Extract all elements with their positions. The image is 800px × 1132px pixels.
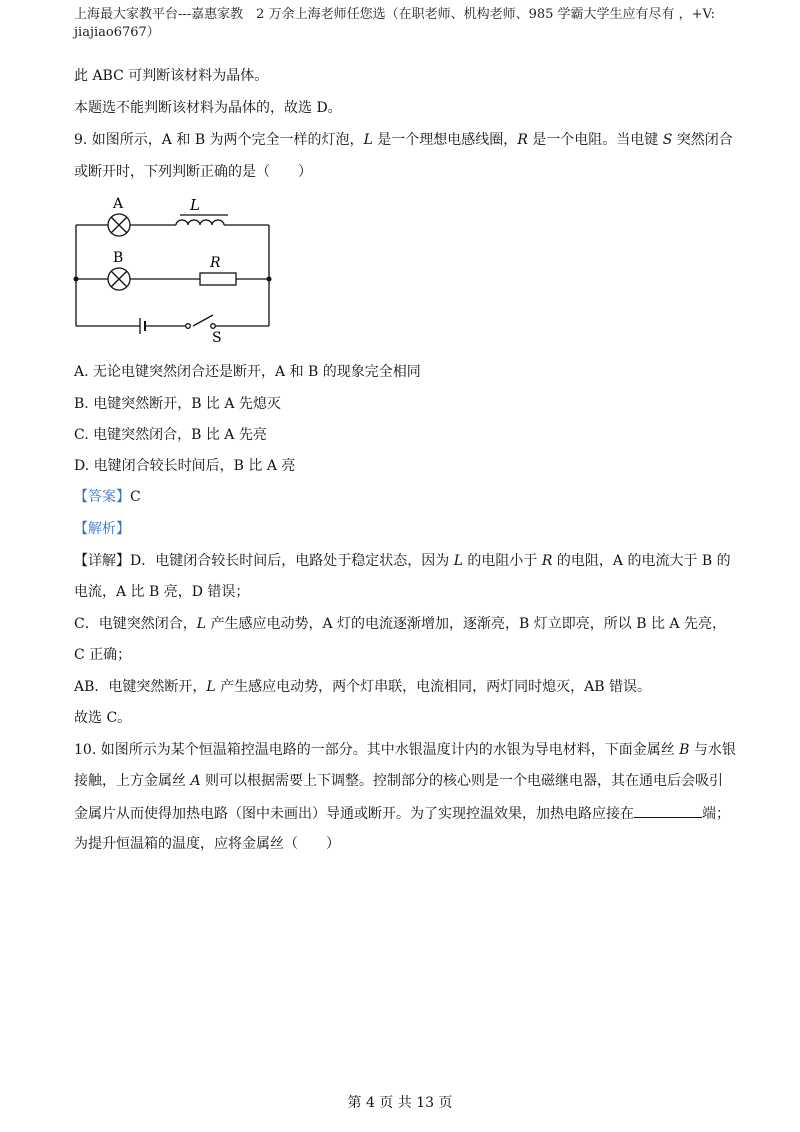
q9-analysis-tag bbox=[74, 519, 130, 539]
q10-text: 金属片从而使得加热电路（图中未画出）导通或断开。为了实现控温效果，加热电路应接在 bbox=[74, 806, 634, 822]
q10-line-2 bbox=[74, 771, 723, 791]
q10-text: 则可以根据需要上下调整。控制部分的核心则是一个电磁继电器，其在通电后会吸引 bbox=[200, 773, 724, 789]
q9-conclusion: 故选 C。 bbox=[74, 710, 132, 726]
answer-blank[interactable] bbox=[634, 803, 702, 818]
detail-text: 产生感应电动势，两个灯串联，电流相同，两灯同时熄灭，AB 错误。 bbox=[215, 679, 652, 695]
junction-right bbox=[267, 277, 272, 282]
q10-text: 接触，上方金属丝 bbox=[74, 773, 191, 789]
junction-left bbox=[74, 277, 79, 282]
q10-line-3 bbox=[74, 803, 730, 824]
detail-text: C．电键突然闭合， bbox=[74, 616, 197, 632]
resistor bbox=[200, 273, 236, 285]
header-line-1: 上海最大家教平台---嘉惠家教 2 万余上海老师任您选（在职老师、机构老师、985 学霸大学生应有尽有 ，+V: bbox=[74, 7, 716, 22]
answer-tag: 【答案】 bbox=[74, 489, 130, 505]
detail-text: D．电键闭合较长时间后，电路处于稳定状态，因为 bbox=[130, 553, 454, 569]
q10-text: 端； bbox=[702, 806, 730, 822]
symbol-s: S bbox=[662, 132, 673, 148]
prev-text-line-1: 此 ABC 可判断该材料为晶体。 bbox=[74, 68, 269, 84]
page-footer: 第 4 页 共 13 页 bbox=[347, 1095, 453, 1111]
switch-blade bbox=[193, 315, 213, 326]
inductor-coil bbox=[176, 220, 224, 225]
q9-option-b: B. 电键突然断开，B 比 A 先熄灭 bbox=[74, 396, 281, 412]
q9-stem-part: 9. 如图所示，A 和 B 为两个完全一样的灯泡， bbox=[74, 132, 364, 148]
circuit-label-l: L bbox=[190, 196, 200, 214]
symbol-l: L bbox=[453, 553, 463, 569]
circuit-label-b: B bbox=[113, 250, 124, 266]
q9-detail-line-2: 电流，A 比 B 亮，D 错误； bbox=[74, 584, 250, 600]
symbol-r: R bbox=[517, 132, 528, 148]
page-header bbox=[74, 6, 734, 42]
q9-detail-ab-line bbox=[74, 677, 651, 697]
q9-detail-c-line-1 bbox=[74, 614, 726, 634]
circuit-diagram bbox=[70, 192, 280, 344]
q9-option-d: D. 电键闭合较长时间后，B 比 A 亮 bbox=[74, 458, 296, 474]
q9-detail-line-1 bbox=[74, 551, 731, 571]
q10-text: 与水银 bbox=[689, 742, 736, 758]
q9-stem-line-2: 或断开时，下列判断正确的是（ ） bbox=[74, 164, 312, 180]
circuit-label-a: A bbox=[113, 196, 124, 212]
q9-detail-c-line-2: C 正确； bbox=[74, 647, 132, 663]
detail-text: 的电阻小于 bbox=[462, 553, 542, 569]
detail-text: 的电阻，A 的电流大于 B 的 bbox=[552, 553, 731, 569]
symbol-r: R bbox=[541, 553, 553, 569]
analysis-tag: 【解析】 bbox=[74, 521, 130, 537]
switch-contact bbox=[211, 324, 216, 329]
circuit-label-s: S bbox=[212, 330, 222, 344]
symbol-l: L bbox=[363, 132, 373, 148]
q9-option-c: C. 电键突然闭合，B 比 A 先亮 bbox=[74, 427, 267, 443]
q9-stem-line-1 bbox=[74, 130, 733, 150]
q9-answer bbox=[74, 487, 141, 507]
answer-value: C bbox=[130, 489, 141, 505]
detail-text: AB．电键突然断开， bbox=[74, 679, 207, 695]
q10-line-1 bbox=[74, 740, 736, 760]
prev-text-line-2: 本题选不能判断该材料为晶体的，故选 D。 bbox=[74, 100, 342, 116]
symbol-l: L bbox=[206, 679, 216, 695]
header-line-2: jiajiao6767） bbox=[74, 25, 160, 40]
symbol-b: B bbox=[679, 742, 690, 758]
q10-line-4: 为提升恒温箱的温度，应将金属丝（ ） bbox=[74, 836, 340, 852]
circuit-label-r: R bbox=[210, 255, 221, 271]
q9-stem-part: 是一个电阻。当电键 bbox=[527, 132, 663, 148]
q10-text: 10. 如图所示为某个恒温箱控温电路的一部分。其中水银温度计内的水银为导电材料，下面金属丝 bbox=[74, 742, 680, 758]
detail-tag: 【详解】 bbox=[74, 553, 130, 569]
symbol-a: A bbox=[190, 773, 201, 789]
symbol-l: L bbox=[196, 616, 207, 632]
q9-option-a: A. 无论电键突然闭合还是断开，A 和 B 的现象完全相同 bbox=[74, 364, 421, 380]
detail-text: 产生感应电动势，A 灯的电流逐渐增加，逐渐亮，B 灯立即亮，所以 B 比 A 先亮， bbox=[206, 616, 726, 632]
q9-stem-part: 突然闭合 bbox=[672, 132, 733, 148]
q9-stem-part: 是一个理想电感线圈， bbox=[372, 132, 518, 148]
